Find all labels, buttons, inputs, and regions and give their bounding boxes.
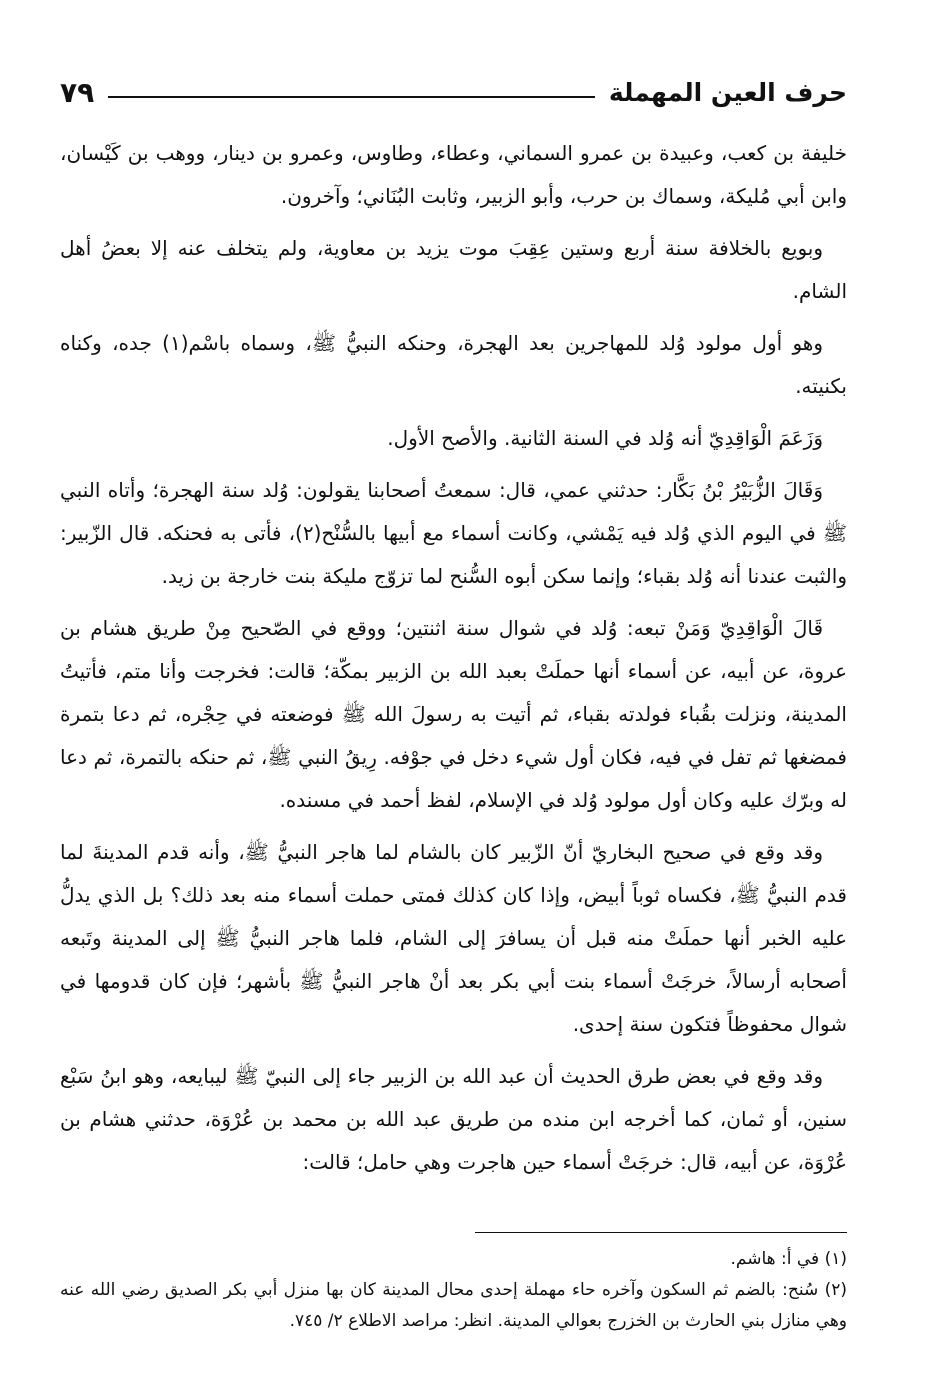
paragraph: قَالَ الْوَاقِدِيّ وَمَنْ تبعه: وُلد في شوال سنة اثنتين؛ ووقع في الصّحيح مِنْ طريق هشام بن عروة، عن أبيه، عن أسماء أنها حملَتْ بعبد الله بن الزبير بمكّة؛ قالت: فخرجت وأنا متم، فأتيتُ المدينة، ونزلت بقُباء فولدته بقباء، ثم أتيت به رسولَ الله ﷺ فوضعته في حِجْره، ثم دعا بتمرة فمضغها ثم تفل في فيه، فكان أول شيء دخل في جوْفه. رِيقُ النبي ﷺ، ثم حنكه بالتمرة، ثم دعا له وبرّك عليه وكان أول مولود وُلد في الإسلام، لفظ أحمد في مسنده.: [60, 616, 847, 812]
footnotes: [60, 1244, 847, 1337]
header-rule: [108, 96, 595, 98]
footnote-separator: [475, 1232, 847, 1233]
paragraph: وهو أول مولود وُلد للمهاجرين بعد الهجرة، وحنكه النبيُّ ﷺ، وسماه باسْم(١) جده، وكناه بكنيته.: [60, 331, 847, 398]
footnote: (٢) سُنح: بالضم ثم السكون وآخره حاء مهملة إحدى محال المدينة كان بها منزل أبي بكر الصديق رضي الله عنه وهي منازل بني الحارث بن الخزرج بعوالي المدينة. انظر: مراصد الاطلاع ٢/ ٧٤٥.: [60, 1280, 847, 1331]
running-title: حرف العين المهملة: [608, 77, 847, 107]
main-text: [60, 132, 847, 1193]
paragraph: خليفة بن كعب، وعبيدة بن عمرو السماني، وعطاء، وطاوس، وعمرو بن دينار، ووهب بن كَيْسان، وابن أبي مُليكة، وسماك بن حرب، وأبو الزبير، وثابت البُنَاني؛ وآخرون.: [60, 141, 847, 208]
page-number: ٧٩: [60, 75, 95, 109]
paragraph: وَقَالَ الزُّبَيْرُ بْنُ بَكَّار: حدثني عمي، قال: سمعتُ أصحابنا يقولون: وُلد سنة الهجرة؛ وأتاه النبي ﷺ في اليوم الذي وُلد فيه يَمْشي، وكانت أسماء مع أبيها بالسُّنْح(٢)، فأتى به فحنكه. قال الزّبير: والثبت عندنا أنه وُلد بقباء؛ وإنما سكن أبوه السُّنح لما تزوّج مليكة بنت خارجة بن زيد.: [60, 478, 847, 588]
footnote: (١) في أ: هاشم.: [730, 1249, 847, 1269]
paragraph: وقد وقع في بعض طرق الحديث أن عبد الله بن الزبير جاء إلى النبيّ ﷺ ليبايعه، وهو ابنُ سَبْع سنين، أو ثمان، كما أخرجه ابن منده من طريق عبد الله بن محمد بن عُرْوَة، حدثني هشام بن عُرْوَة، عن أبيه، قال: خرجَتْ أسماء حين هاجرت وهي حامل؛ قالت:: [60, 1064, 847, 1174]
paragraph: وَزَعَمَ الْوَاقِدِيّ أنه وُلد في السنة الثانية. والأصح الأول.: [387, 426, 823, 450]
paragraph: وبويع بالخلافة سنة أربع وستين عِقِبَ موت يزيد بن معاوية، ولم يتخلف عنه إلا بعضُ أهل الشام.: [60, 236, 847, 303]
paragraph: وقد وقع في صحيح البخاريّ أنّ الزّبير كان بالشام لما هاجر النبيُّ ﷺ، وأنه قدم المدينةَ لما قدم النبيُّ ﷺ، فكساه ثوباً أبيض، وإذا كان كذلك فمتى حملت أسماء منه بعد ذلك؟ بل الذي يدلُّ عليه الخبر أنها حملَتْ منه قبل أن يسافرَ إلى الشام، فلما هاجر النبيُّ ﷺ إلى المدينة وتَبعه أصحابه أرسالاً، خرجَتْ أسماء بنت أبي بكر بعد أنْ هاجر النبيُّ ﷺ بأشهر؛ فإن كان قدومها في شوال محفوظاً فتكون سنة إحدى.: [60, 840, 847, 1036]
page-header: [60, 70, 847, 114]
